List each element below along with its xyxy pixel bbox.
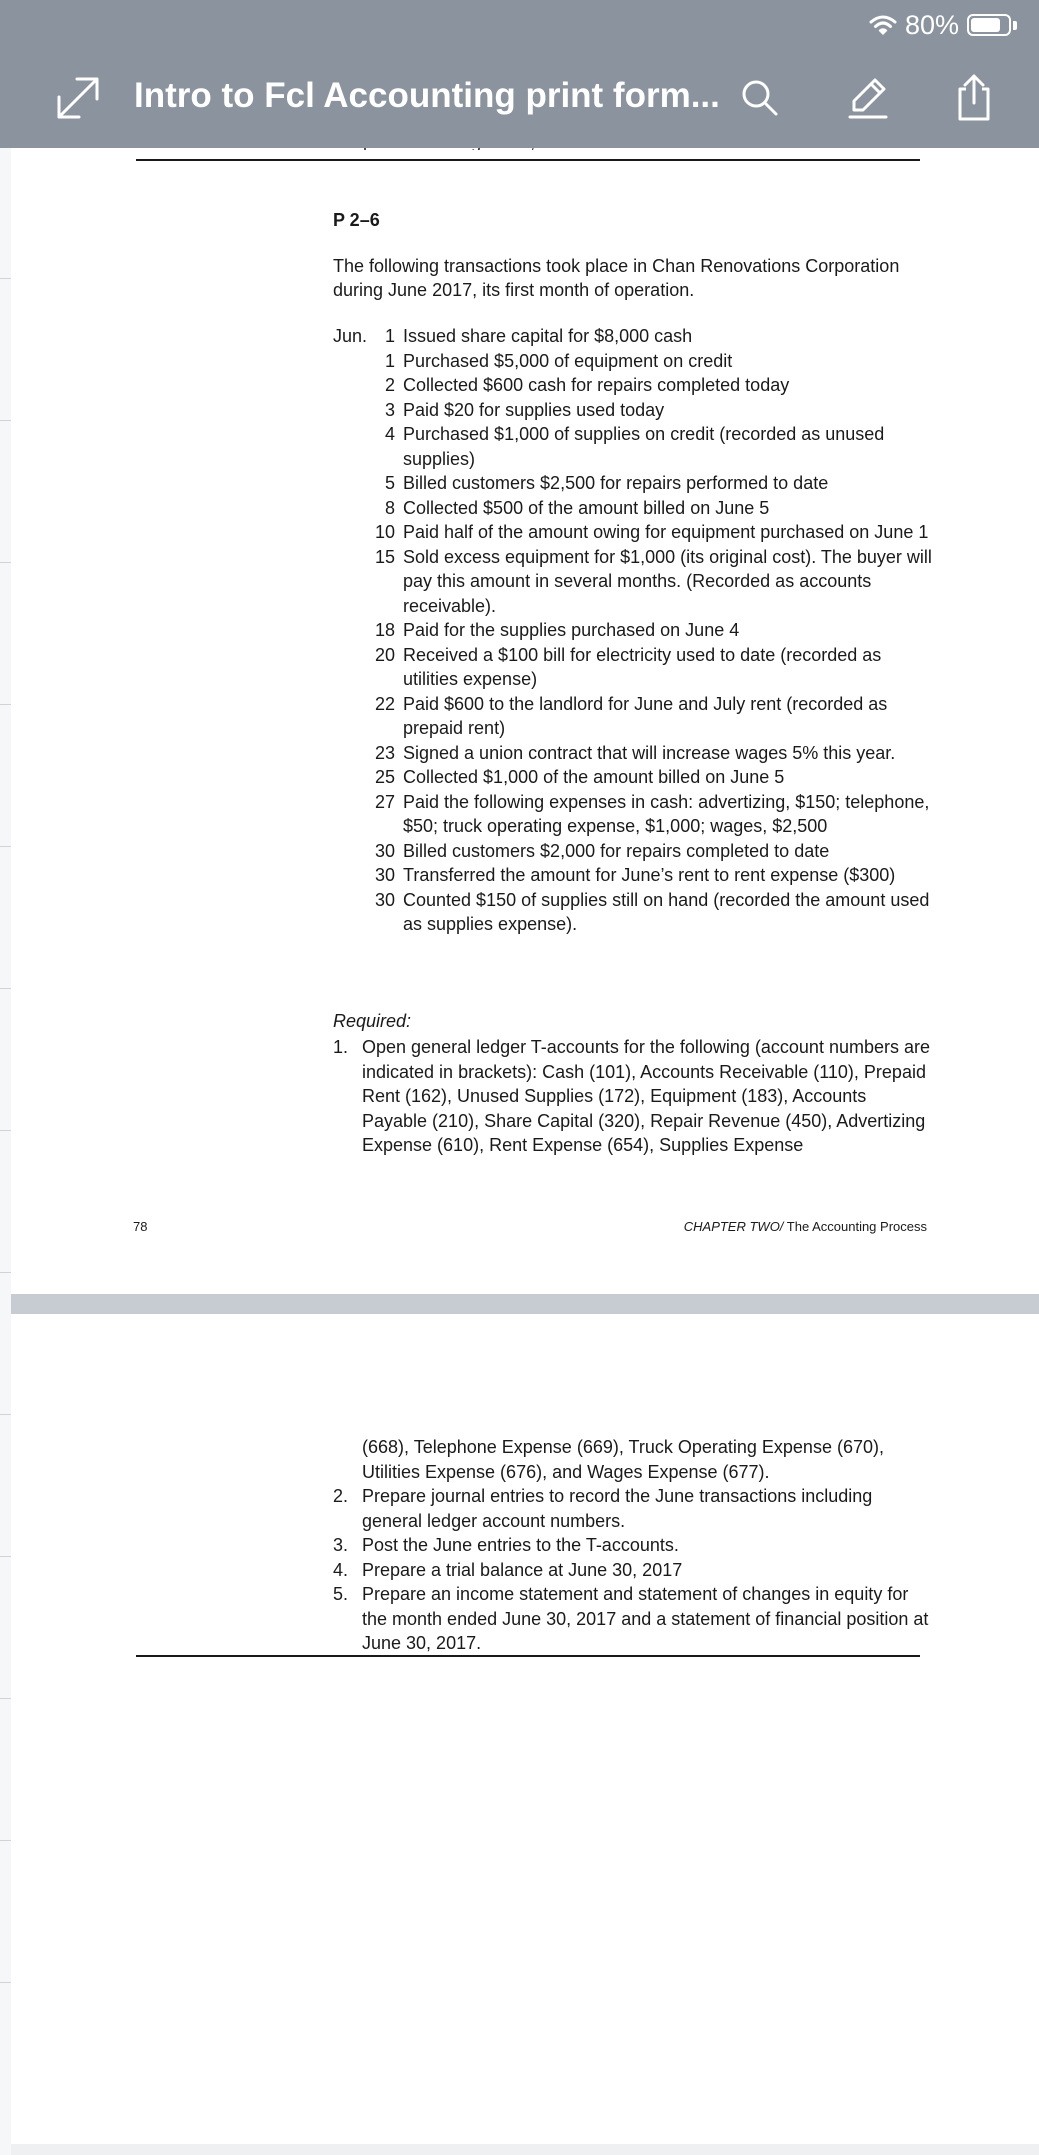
transaction-row [333, 496, 933, 521]
transaction-month [333, 398, 367, 423]
strip-divider [0, 988, 11, 989]
transaction-text: Paid half of the amount owing for equipment purchased on June 1 [403, 522, 929, 542]
requirement-text: Post the June entries to the T-accounts. [362, 1535, 679, 1555]
strip-divider [0, 1698, 11, 1699]
transaction-day: 1 [384, 350, 395, 371]
transaction-row [333, 839, 933, 864]
required-label: Required: [333, 1011, 412, 1031]
transaction-day: 1 [384, 326, 395, 346]
running-head [631, 1219, 927, 1234]
transaction-text: Billed customers $2,000 for repairs completed to date [403, 840, 830, 861]
transaction-day: 25 [374, 767, 395, 787]
transaction-row [333, 545, 933, 619]
problem-heading: P 2–6 [333, 210, 380, 230]
transaction-month: Jun. [333, 326, 368, 346]
transaction-month [333, 741, 367, 766]
requirement-number: 5. [333, 1584, 349, 1604]
battery-percent: 80% [904, 9, 959, 40]
transaction-row [333, 471, 933, 496]
page-number: 78 [133, 1219, 148, 1234]
transaction-month [333, 839, 367, 864]
requirement-item [333, 1558, 933, 1583]
transaction-text: Purchased $1,000 of supplies on credit (recorded as unused supplies) [403, 424, 885, 469]
search-button[interactable] [730, 68, 790, 128]
transaction-row [333, 349, 933, 374]
section-rule [136, 159, 920, 161]
page-separator [11, 1294, 1039, 1314]
transaction-text: Sold excess equipment for $1,000 (its original cost). The buyer will pay this amount in several months. (Recorded as accounts receivable). [403, 546, 932, 616]
transaction-row [333, 888, 933, 937]
transaction-text: Collected $600 cash for repairs completed today [403, 375, 790, 395]
running-head-chapter: CHAPTER TWO/ [683, 1219, 784, 1234]
requirements-list [333, 1035, 933, 1158]
transaction-month [333, 618, 367, 643]
transaction-month [333, 765, 367, 790]
requirement-text: Open general ledger T-accounts for the following (account numbers are indicated in brackets): Cash (101), Accounts Receivable (110), Prepaid Rent (162), Unused Supplies (172), Equipment (183), Accounts Payable (210), Share Capital (320), Repair Revenue (450), Advertizing Expense (610), Rent Expense (654), Supplies Expense [362, 1037, 930, 1155]
bottom-bar [11, 2144, 1039, 2155]
transaction-month [333, 349, 367, 374]
transaction-day: 27 [374, 791, 395, 812]
requirement-text: Prepare a trial balance at June 30, 2017 [362, 1559, 683, 1580]
transaction-text: Purchased $5,000 of equipment on credit [403, 350, 733, 371]
expand-icon [53, 73, 103, 123]
transaction-row [333, 520, 933, 545]
search-icon [740, 78, 780, 118]
transaction-row [333, 790, 933, 839]
strip-divider [0, 1272, 11, 1273]
transaction-day: 30 [374, 865, 395, 885]
battery-icon [967, 14, 1011, 36]
navigation-row [0, 68, 1039, 130]
transaction-text: Paid for the supplies purchased on June 4 [403, 620, 740, 640]
transaction-list [333, 324, 933, 937]
requirement-item [333, 1533, 933, 1558]
transaction-row [333, 741, 933, 766]
transaction-row [333, 618, 933, 643]
requirement-item [333, 1035, 933, 1158]
transaction-text: Collected $500 of the amount billed on June 5 [403, 497, 770, 518]
transaction-row [333, 643, 933, 692]
strip-divider [0, 1840, 11, 1841]
section-rule [136, 1655, 920, 1657]
strip-divider [0, 420, 11, 421]
transaction-day: 23 [374, 742, 395, 763]
transaction-day: 30 [374, 889, 395, 910]
transaction-text: Received a $100 bill for electricity used to date (recorded as utilities expense) [403, 644, 882, 689]
strip-divider [0, 1130, 11, 1131]
strip-divider [0, 704, 11, 705]
transaction-day: 5 [384, 473, 395, 493]
pdf-page-78 [11, 148, 1039, 1294]
requirement-item [333, 1582, 933, 1656]
pdf-page-79 [11, 1314, 1039, 2144]
strip-divider [0, 1982, 11, 1983]
transaction-row [333, 765, 933, 790]
requirement-number: 3. [333, 1535, 349, 1555]
transaction-day: 22 [374, 693, 395, 714]
transaction-day: 15 [374, 546, 395, 567]
requirement-number: 1. [333, 1037, 349, 1057]
strip-divider [0, 1556, 11, 1557]
expand-button[interactable] [48, 68, 108, 128]
transaction-text: Signed a union contract that will increase wages 5% this year. [403, 742, 896, 763]
transaction-month [333, 373, 367, 398]
markup-button[interactable] [838, 68, 898, 128]
requirement-text: (668), Telephone Expense (669), Truck Operating Expense (670), Utilities Expense (676), and Wages Expense (677). [362, 1437, 884, 1482]
transaction-day: 8 [384, 497, 395, 518]
transaction-text: Paid $600 to the landlord for June and July rent (recorded as prepaid rent) [403, 693, 888, 738]
transaction-month [333, 692, 367, 741]
top-bar [0, 0, 1039, 148]
transaction-row [333, 692, 933, 741]
highlighter-icon [847, 75, 889, 121]
document-title: Intro to Fcl Accounting print form... [134, 76, 720, 115]
transaction-day: 30 [374, 840, 395, 861]
battery-level [971, 18, 1000, 32]
transaction-row [333, 863, 933, 888]
transaction-text: Collected $1,000 of the amount billed on June 5 [403, 767, 785, 787]
transaction-text: Transferred the amount for June’s rent to rent expense ($300) [403, 865, 896, 885]
requirement-number [333, 1435, 362, 1484]
share-button[interactable] [944, 68, 1004, 128]
requirement-text: Prepare journal entries to record the June transactions including general ledger account numbers. [362, 1486, 873, 1531]
strip-divider [0, 1414, 11, 1415]
strip-divider [0, 846, 11, 847]
wifi-icon [869, 14, 897, 36]
transaction-text: Billed customers $2,500 for repairs performed to date [403, 473, 829, 493]
strip-divider [0, 562, 11, 563]
transaction-day: 10 [374, 522, 395, 542]
transaction-month [333, 471, 367, 496]
transaction-month [333, 790, 367, 839]
transaction-text: Paid $20 for supplies used today [403, 399, 665, 420]
transaction-month [333, 888, 367, 937]
transaction-text: Counted $150 of supplies still on hand (recorded the amount used as supplies expense). [403, 889, 930, 934]
strip-divider [0, 278, 11, 279]
transaction-row [333, 373, 933, 398]
requirement-number: 4. [333, 1559, 349, 1580]
battery-tip [1013, 21, 1017, 30]
transaction-day: 4 [384, 424, 395, 444]
requirement-text: Prepare an income statement and statement of changes in equity for the month ended June 30, 2017 and a statement of financial position at June 30, 2017. [362, 1584, 929, 1653]
share-icon [952, 73, 996, 123]
transaction-month [333, 643, 367, 692]
status-bar [869, 10, 1017, 40]
requirements-list-continued [333, 1435, 933, 1656]
running-head-title: The Accounting Process [783, 1219, 927, 1234]
transaction-month [333, 422, 367, 471]
transaction-month [333, 496, 367, 521]
transaction-day: 3 [384, 399, 395, 420]
transaction-day: 2 [384, 375, 395, 395]
transaction-text: Issued share capital for $8,000 cash [403, 326, 693, 346]
transaction-month [333, 545, 367, 619]
transaction-row [333, 324, 933, 349]
transaction-text: Paid the following expenses in cash: advertizing, $150; telephone, $50; truck operating expense, $1,000; wages, $2,500 [403, 791, 930, 836]
transaction-month [333, 520, 367, 545]
requirement-item [333, 1484, 933, 1533]
requirement-number: 2. [333, 1486, 349, 1506]
transaction-month [333, 863, 367, 888]
transaction-row [333, 422, 933, 471]
transaction-row [333, 398, 933, 423]
requirement-item [333, 1435, 933, 1484]
transaction-day: 18 [374, 620, 395, 640]
problem-intro: The following transactions took place in Chan Renovations Corporation during June 2017, its first month of operation. [333, 256, 900, 300]
transaction-day: 20 [374, 644, 395, 665]
